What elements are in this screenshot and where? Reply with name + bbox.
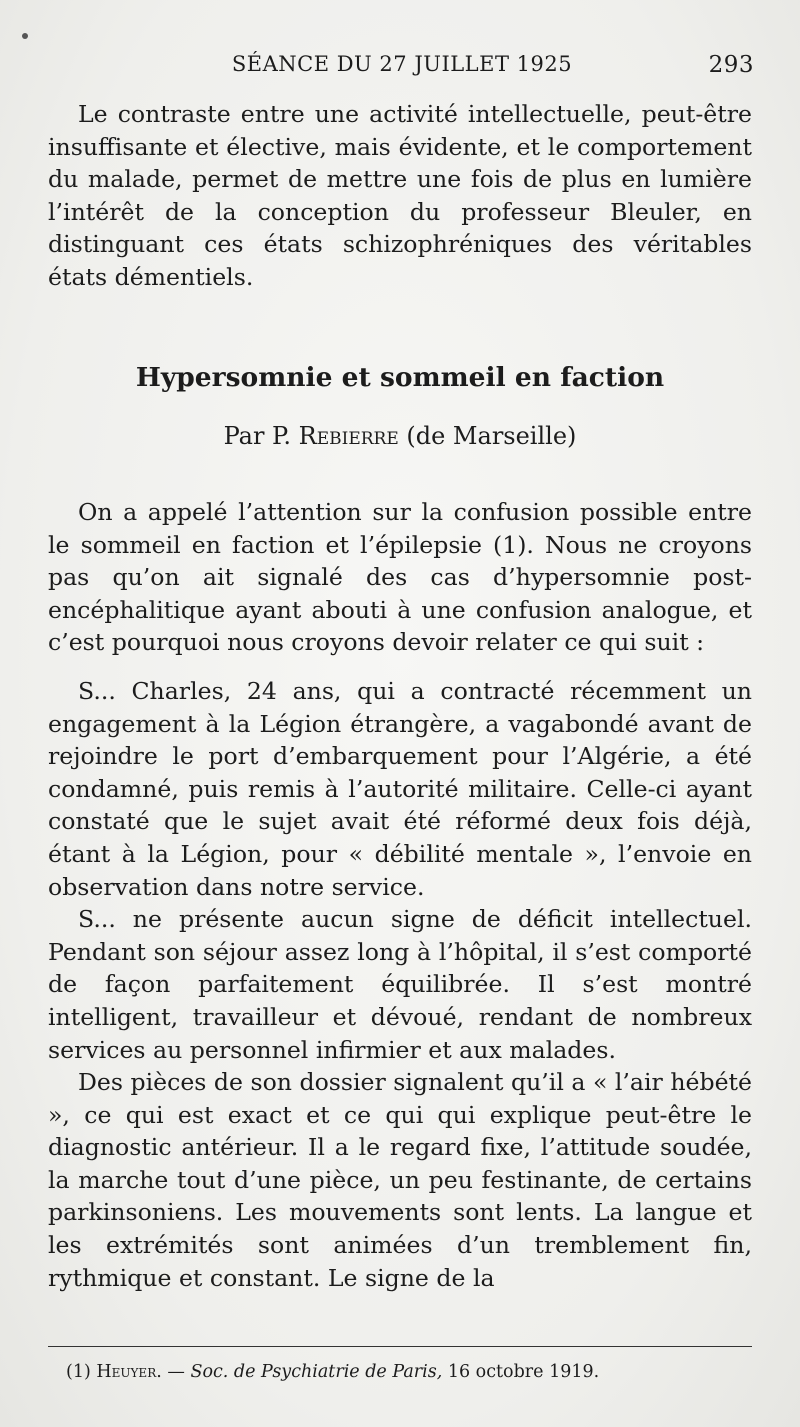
footnote-rule (48, 1346, 752, 1347)
footnote-marker: (1) (66, 1362, 91, 1382)
body-paragraph-4: Des pièces de son dossier signalent qu’il a « l’air hébété », ce qui est exact et ce qui qui explique peut-être le diagnostic antérieur. Il a le regard fixe, l’attitude soudée, la marche tout d’une pièce, un peu festinante, de certains parkinsoniens. Les mouvements sont lents. La langue et les extrémités sont animées d’un tremblement fin, rythmique et constant. Le signe de la (48, 1068, 752, 1292)
byline-author: Rebierre (298, 422, 399, 450)
page-number: 293 (708, 52, 754, 78)
running-header (50, 52, 754, 86)
byline-prefix: Par P. (223, 422, 291, 450)
intro-paragraph: Le contraste entre une activité intellectuelle, peut-être insuffisante et élective, mais évidente, et le comportement du malade, permet de mettre une fois de plus en lumière l’intérêt de la conception du professeur Bleuler, en distinguant ces états schizophréniques des véritables états démentiels. (48, 100, 752, 291)
footnote-author: Heuyer. (96, 1362, 162, 1382)
running-title: SÉANCE DU 27 JUILLET 1925 (231, 52, 573, 76)
intro-text (48, 98, 752, 294)
print-speck (22, 33, 28, 39)
footnote-dash: — (167, 1362, 185, 1382)
body-paragraph-1: On a appelé l’attention sur la confusion possible entre le sommeil en faction et l’épilepsie (1). Nous ne croyons pas qu’on ait signalé des cas d’hypersomnie post-encéphalitique ayant abouti à une confusion analogue, et c’est pourquoi nous croyons devoir relater ce qui suit : (48, 498, 752, 657)
body-paragraph-3: S... ne présente aucun signe de déficit intellectuel. Pendant son séjour assez long à l’hôpital, il s’est comporté de façon parfaitement équilibrée. Il s’est montré intelligent, travailleur et dévoué, rendant de nombreux services au personnel infirmier et aux malades. (48, 905, 752, 1064)
article-body (48, 496, 752, 1294)
body-paragraph-2: S... Charles, 24 ans, qui a contracté récemment un engagement à la Légion étrangère, a vagabondé avant de rejoindre le port d’embarquement pour l’Algérie, a été condamné, puis remis à l’autorité militaire. Celle-ci ayant constaté que le sujet avait été réformé deux fois déjà, étant à la Légion, pour « débilité mentale », l’envoie en observation dans notre service. (48, 676, 752, 901)
footnote-date: 16 octobre 1919. (447, 1362, 600, 1382)
article-byline (0, 422, 800, 450)
footnote (66, 1362, 756, 1382)
footnote-journal: Soc. de Psychiatrie de Paris, (190, 1362, 443, 1382)
article-title: Hypersomnie et sommeil en faction (135, 362, 665, 393)
byline-affiliation: (de Marseille) (406, 422, 577, 450)
